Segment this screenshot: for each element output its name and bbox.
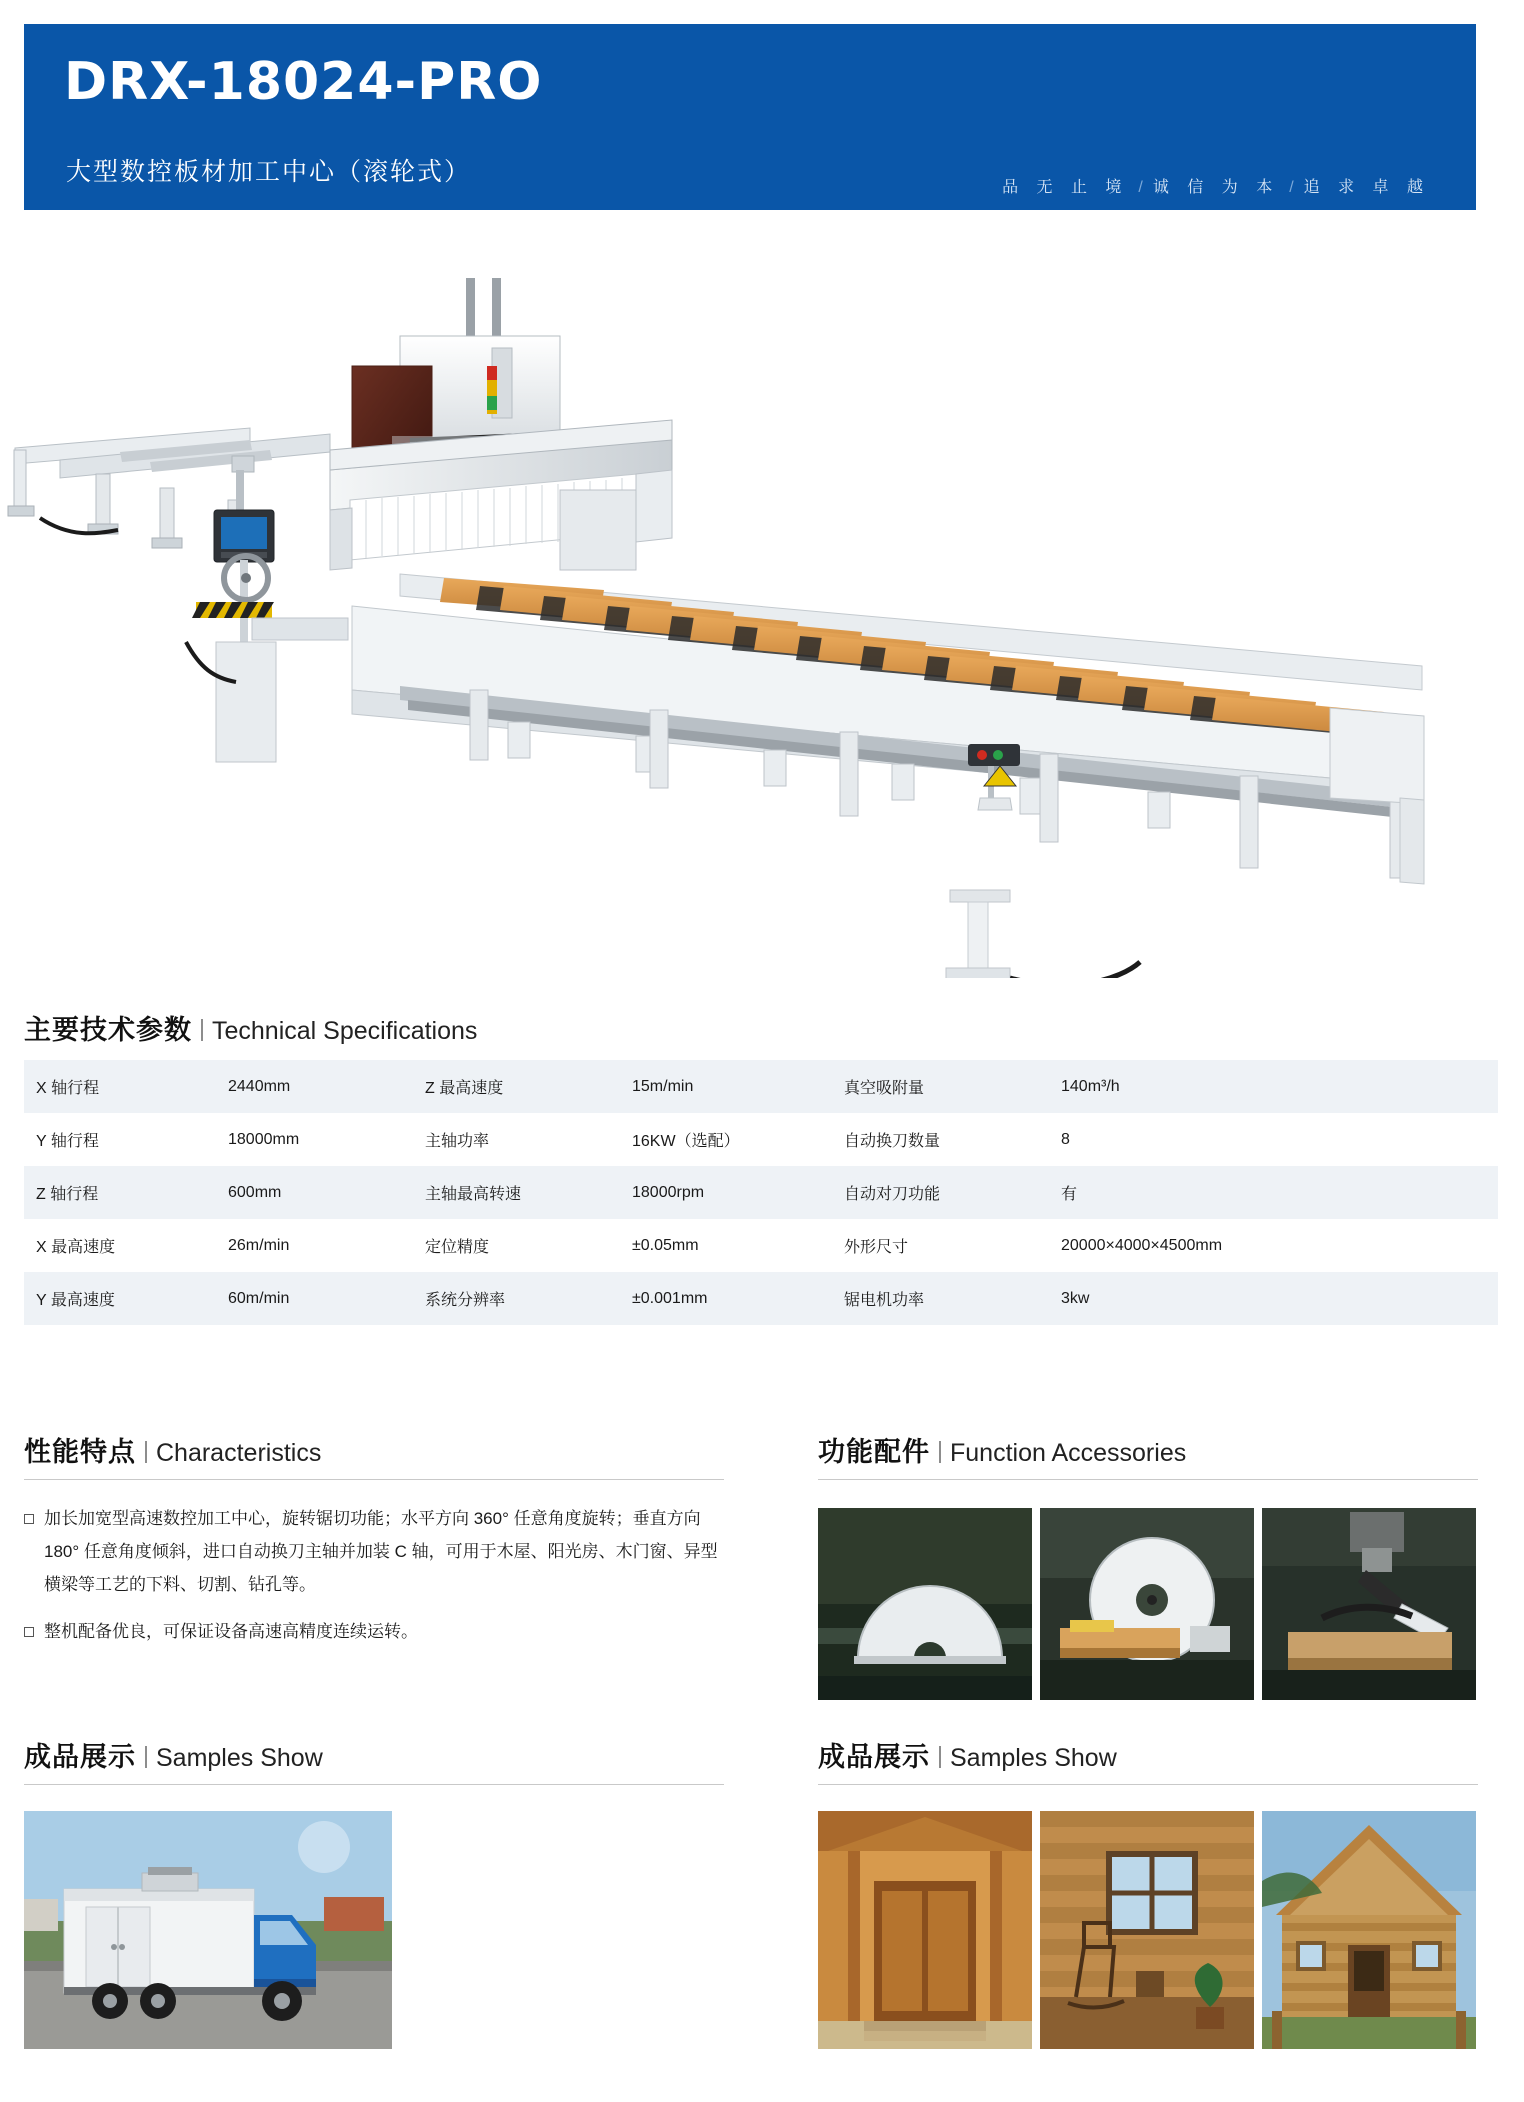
samples-left-title-en: Samples Show xyxy=(156,1744,323,1772)
samples-right-section xyxy=(818,1735,1478,2049)
section-divider xyxy=(818,1479,1478,1480)
characteristics-title-en: Characteristics xyxy=(156,1439,322,1467)
accessory-photo-spindle-head xyxy=(1262,1508,1476,1700)
characteristics-title-cn: 性能特点 xyxy=(24,1437,136,1467)
spec-value: ±0.001mm xyxy=(632,1289,708,1307)
bullet-square-icon xyxy=(24,1627,34,1637)
list-item xyxy=(24,1502,724,1601)
samples-right-title-en: Samples Show xyxy=(950,1744,1117,1772)
spec-key: Z 最高速度 xyxy=(425,1080,504,1097)
section-divider xyxy=(24,1784,724,1785)
header-slogan xyxy=(1002,174,1430,197)
accessories-title-cn: 功能配件 xyxy=(818,1437,930,1467)
spec-key: Y 轴行程 xyxy=(36,1133,99,1150)
samples-right-gallery xyxy=(818,1811,1478,2049)
spec-value: 20000×4000×4500mm xyxy=(1061,1236,1223,1254)
spec-key: Y 最高速度 xyxy=(36,1292,115,1309)
sample-photo-log-house-exterior xyxy=(1262,1811,1476,2049)
slogan-part-3: 追 求 卓 越 xyxy=(1303,179,1430,196)
page-title: DRX-18024-PRO xyxy=(64,52,543,112)
table-row xyxy=(24,1166,1498,1219)
accessories-title xyxy=(818,1430,1478,1469)
spec-key: X 轴行程 xyxy=(36,1080,100,1097)
slogan-separator-2: / xyxy=(1289,179,1294,196)
sample-photo-wooden-door xyxy=(818,1811,1032,2049)
title-divider xyxy=(145,1441,147,1463)
spec-value: 18000mm xyxy=(228,1130,300,1148)
spec-value: 26m/min xyxy=(228,1236,290,1254)
table-row xyxy=(24,1113,1498,1166)
spec-key: 自动换刀数量 xyxy=(844,1133,941,1150)
spec-key: X 最高速度 xyxy=(36,1239,116,1256)
section-divider xyxy=(818,1784,1478,1785)
spec-value: 8 xyxy=(1061,1130,1070,1148)
characteristics-title xyxy=(24,1430,724,1469)
product-hero-image xyxy=(0,238,1524,978)
samples-left-section xyxy=(24,1735,724,2049)
accessories-section xyxy=(818,1430,1478,1700)
bullet-square-icon xyxy=(24,1514,34,1524)
slogan-part-1: 品 无 止 境 xyxy=(1002,179,1129,196)
list-item xyxy=(24,1615,724,1648)
specs-section-title xyxy=(24,1008,477,1047)
specs-title-en: Technical Specifications xyxy=(212,1017,478,1045)
table-row xyxy=(24,1272,1498,1325)
spec-key: 主轴功率 xyxy=(425,1133,490,1150)
spec-key: 系统分辨率 xyxy=(425,1292,506,1309)
technical-specifications-table xyxy=(24,1060,1498,1325)
table-row xyxy=(24,1060,1498,1113)
characteristics-list xyxy=(24,1502,724,1649)
title-divider xyxy=(939,1441,941,1463)
spec-key: 定位精度 xyxy=(425,1239,490,1256)
spec-value: ±0.05mm xyxy=(632,1236,699,1254)
sample-photo-refrigerated-truck xyxy=(24,1811,392,2049)
characteristic-text: 加长加宽型高速数控加工中心，旋转锯切功能；水平方向 360° 任意角度旋转；垂直方向 180° 任意角度倾斜，进口自动换刀主轴并加装 C 轴，可用于木屋、阳光房、木门窗、异型横梁等工艺的下料、切割、钻孔等。 xyxy=(44,1509,718,1595)
accessory-photo-saw-blade-front xyxy=(818,1508,1032,1700)
page-subtitle: 大型数控板材加工中心（滚轮式） xyxy=(66,158,472,186)
spec-key: 真空吸附量 xyxy=(844,1080,925,1097)
spec-key: 外形尺寸 xyxy=(844,1239,909,1256)
spec-value: 140m³/h xyxy=(1061,1077,1120,1095)
spec-key: 主轴最高转速 xyxy=(425,1186,522,1203)
characteristic-text: 整机配备优良，可保证设备高速高精度连续运转。 xyxy=(44,1622,418,1642)
spec-key: 自动对刀功能 xyxy=(844,1186,941,1203)
spec-value: 2440mm xyxy=(228,1077,291,1095)
page-header xyxy=(24,24,1476,210)
spec-value: 16KW（选配） xyxy=(632,1133,740,1150)
title-divider xyxy=(201,1019,203,1041)
section-divider xyxy=(24,1479,724,1480)
title-divider xyxy=(939,1746,941,1768)
samples-left-title xyxy=(24,1735,724,1774)
accessories-image-gallery xyxy=(818,1508,1478,1700)
spec-value: 600mm xyxy=(228,1183,282,1201)
samples-right-title-cn: 成品展示 xyxy=(818,1742,930,1772)
spec-value: 3kw xyxy=(1061,1289,1090,1307)
spec-value: 18000rpm xyxy=(632,1183,705,1201)
slogan-separator-1: / xyxy=(1138,179,1143,196)
samples-left-title-cn: 成品展示 xyxy=(24,1742,136,1772)
spec-value: 60m/min xyxy=(228,1289,290,1307)
slogan-part-2: 诚 信 为 本 xyxy=(1152,179,1280,196)
table-row xyxy=(24,1219,1498,1272)
accessories-title-en: Function Accessories xyxy=(950,1439,1187,1467)
sample-photo-log-cabin-interior xyxy=(1040,1811,1254,2049)
spec-value: 15m/min xyxy=(632,1077,694,1095)
title-divider xyxy=(145,1746,147,1768)
characteristics-section xyxy=(24,1430,724,1663)
samples-right-title xyxy=(818,1735,1478,1774)
spec-key: 锯电机功率 xyxy=(844,1292,925,1309)
accessory-photo-saw-blade-cutting xyxy=(1040,1508,1254,1700)
spec-value: 有 xyxy=(1061,1186,1078,1203)
specs-title-cn: 主要技术参数 xyxy=(24,1015,192,1045)
spec-key: Z 轴行程 xyxy=(36,1186,99,1203)
